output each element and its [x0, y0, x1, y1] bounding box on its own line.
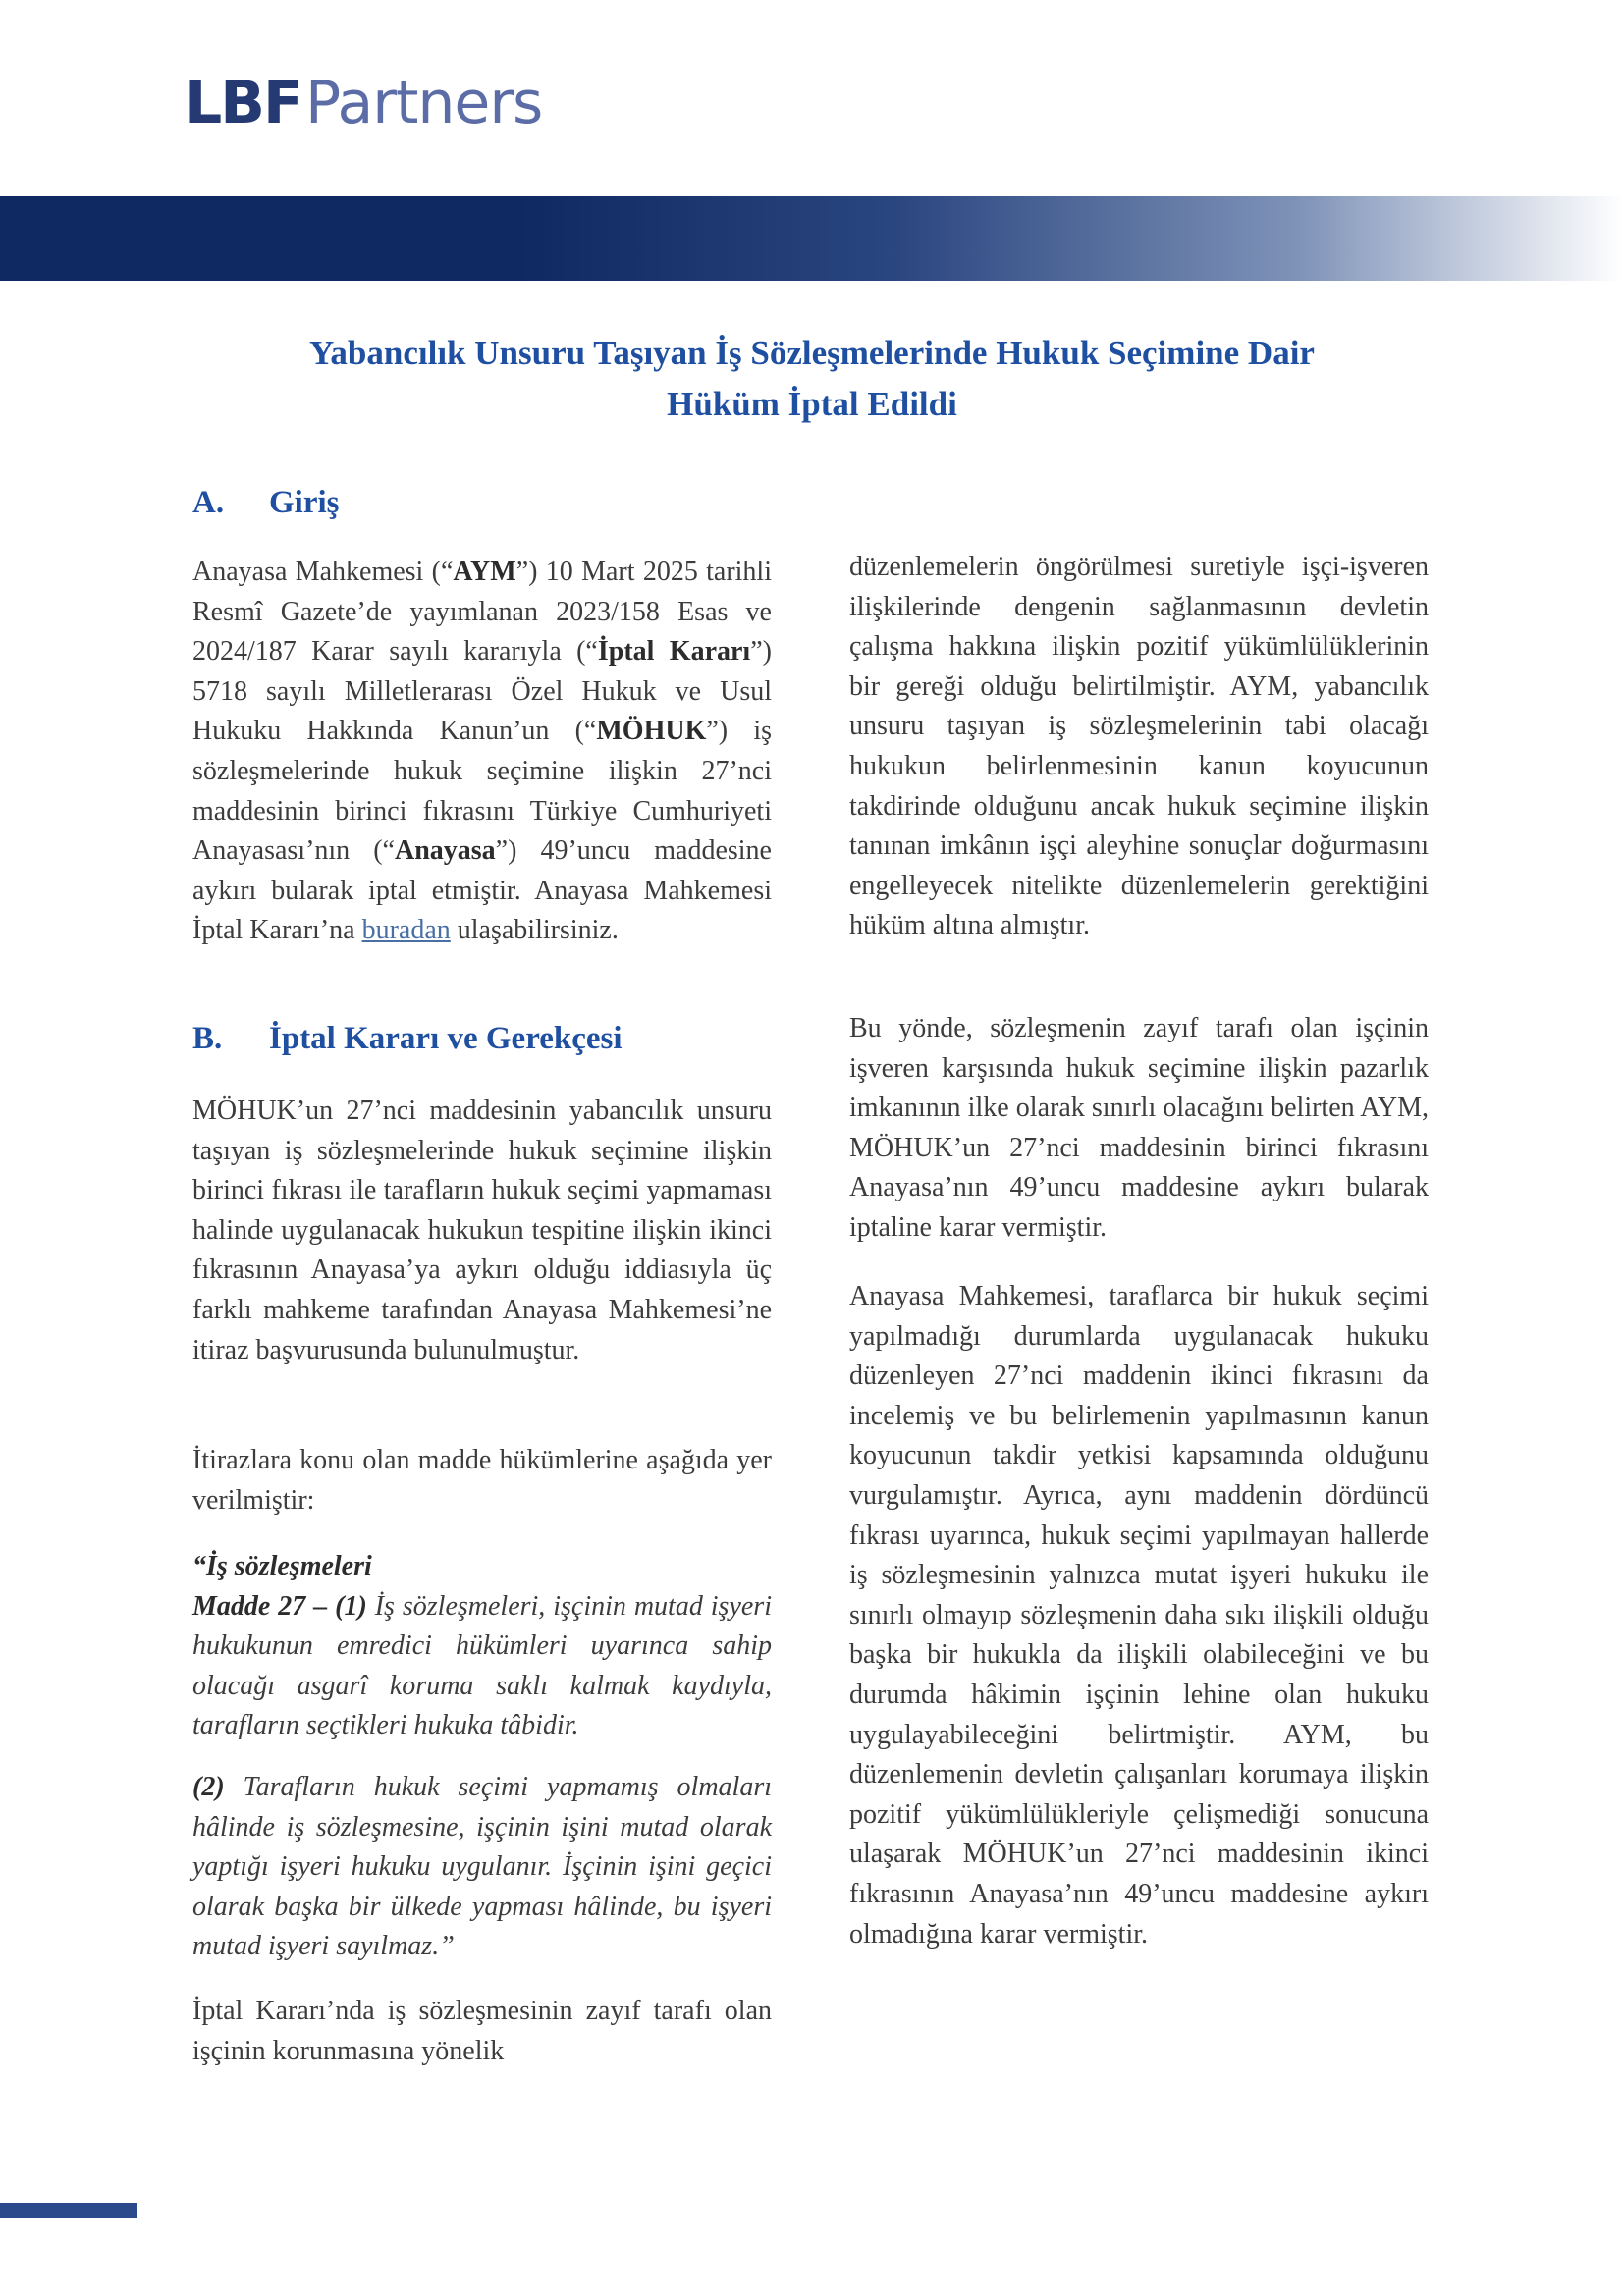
section-b-title: İptal Kararı ve Gerekçesi: [269, 1021, 623, 1056]
decision-link[interactable]: buradan: [361, 915, 451, 946]
section-a-heading: [192, 483, 340, 522]
term-iptal-karari: İptal Kararı: [597, 636, 751, 667]
footer-accent-bar: [0, 2203, 137, 2218]
section-b-heading: [192, 1019, 623, 1058]
text-run: Anayasa Mahkemesi (“: [192, 557, 454, 587]
logo-partners: Partners: [304, 69, 543, 137]
right-paragraph-3: Anayasa Mahkemesi, taraflarca bir hukuk seçimi yapılmadığı durumlarda uygulanacak hukuku düzenleyen 27’nci maddenin ikinci fıkrasını da incelemiş ve bu belirlemenin yapılmasının kanun koyucunun takdir yetkisi kapsamında olduğunu vurgulamıştır. Ayrıca, aynı maddenin dördüncü fıkrası uyarınca, hukuk seçimi yapılmayan hallerde iş sözleşmesinin yalnızca mutat işyeri hukuku ile sınırlı olmayıp sözleşmenin daha sıkı ilişkili olduğu başka bir hukukla da ilişkili olabileceğini ve bu durumda hâkimin işçinin lehine olan hukuku uygulayabileceğini belirtmiştir. AYM, bu düzenlemenin devletin çalışanları korumaya ilişkin pozitif yükümlülükleriyle çelişmediği sonucuna ulaşarak MÖHUK’un 27’nci maddesinin ikinci fıkrasının Anayasa’nın 49’uncu maddesine aykırı olmadığına karar vermiştir.: [849, 1281, 1429, 1949]
quote-clause-number: (2): [192, 1772, 225, 1802]
section-b-paragraph-3: İptal Kararı’nda iş sözleşmesinin zayıf tarafı olan işçinin korunmasına yönelik: [192, 1996, 772, 2066]
quote-text: İş sözleşmeleri, işçinin mutad işyeri hukukunun emredici hükümleri uyarınca sahip olacağı asgarî koruma saklı kalmak kaydıyla, tarafların seçtikleri hukuka tâbidir.: [192, 1590, 772, 1741]
document-title: [192, 328, 1432, 430]
title-line-1: Yabancılık Unsuru Taşıyan İş Sözleşmelerinde Hukuk Seçimine Dair: [309, 334, 1315, 372]
section-a-paragraph: [192, 553, 772, 951]
company-logo: [185, 69, 542, 137]
section-b-paragraph-2: İtirazlara konu olan madde hükümlerine aşağıda yer verilmiştir:: [192, 1445, 772, 1516]
text-run: ”) iş sözleşmelerinde hukuk seçimine ilişkin 27’nci maddesinin birinci fıkrasını Türkiye Cumhuriyeti Anayasası’nın (“: [192, 716, 772, 867]
section-a-letter: A.: [192, 485, 225, 520]
section-b-paragraph-1: MÖHUK’un 27’nci maddesinin yabancılık unsuru taşıyan iş sözleşmelerinde hukuk seçimine ilişkin birinci fıkrası ile tarafların hukuk seçimi yapmaması halinde uygulanacak hukukun tespitine ilişkin ikinci fıkrasının Anayasa’ya aykırı olduğu iddiasıyla üç farklı mahkeme tarafından Anayasa Mahkemesi’ne itiraz başvurusunda bulunulmuştur.: [192, 1095, 772, 1365]
header-banner: [0, 196, 1624, 281]
term-anayasa: Anayasa: [394, 835, 496, 867]
quote-title: “İş sözleşmeleri: [192, 1551, 372, 1581]
term-mohuk: MÖHUK: [596, 716, 707, 747]
right-paragraph-1: düzenlemelerin öngörülmesi suretiyle işçi-işveren ilişkilerinde dengenin sağlanmasının devletin çalışma hakkına ilişkin pozitif yükümlülüklerinin bir gereği olduğu belirtilmiştir. AYM, yabancılık unsuru taşıyan iş sözleşmelerinin tabi olacağı hukukun belirlenmesinin kanun koyucunun takdirinde olduğunu ancak hukuk seçimine ilişkin tanınan imkânın işçi aleyhine sonuçlar doğurmasını engelleyecek nitelikte düzenlemelerin gerektiğini hüküm altına almıştır.: [849, 552, 1429, 941]
text-run: ”) 10 Mart 2025 tarihli Resmî Gazete’de yayımlanan 2023/158 Esas ve 2024/187 Karar sayılı kararıyla (“: [192, 557, 772, 667]
section-b-letter: B.: [192, 1021, 223, 1056]
text-run: ”) 49’uncu maddesine aykırı bularak iptal etmiştir. Anayasa Mahkemesi İptal Kararı’na: [192, 835, 772, 946]
text-run: ulaşabilirsiniz.: [450, 915, 619, 946]
text-run: ”) 5718 sayılı Milletlerarası Özel Hukuk ve Usul Hukuku Hakkında Kanun’un (“: [192, 636, 772, 747]
section-a-title: Giriş: [269, 485, 340, 520]
quote-article-number: Madde 27 – (1): [192, 1590, 367, 1622]
quote-text: Tarafların hukuk seçimi yapmamış olmaları hâlinde iş sözleşmesine, işçinin işini mutad olarak yaptığı işyeri hukuku uygulanır. İşçinin işini geçici olarak başka bir ülkede yapması hâlinde, bu işyeri mutad işyeri sayılmaz.”: [192, 1772, 772, 1962]
logo-lbf: LBF: [185, 69, 301, 137]
quote-paragraph-2: [192, 1768, 772, 1967]
term-aym: AYM: [453, 557, 516, 587]
quote-paragraph-1: [192, 1547, 772, 1746]
right-paragraph-2: Bu yönde, sözleşmenin zayıf tarafı olan işçinin işveren karşısında hukuk seçimine ilişkin pazarlık imkanının ilke olarak sınırlı olacağını belirten AYM, MÖHUK’un 27’nci maddesinin birinci fıkrasını Anayasa’nın 49’uncu maddesine aykırı bularak iptaline karar vermiştir.: [849, 1013, 1429, 1243]
title-line-2: Hüküm İptal Edildi: [667, 385, 957, 423]
